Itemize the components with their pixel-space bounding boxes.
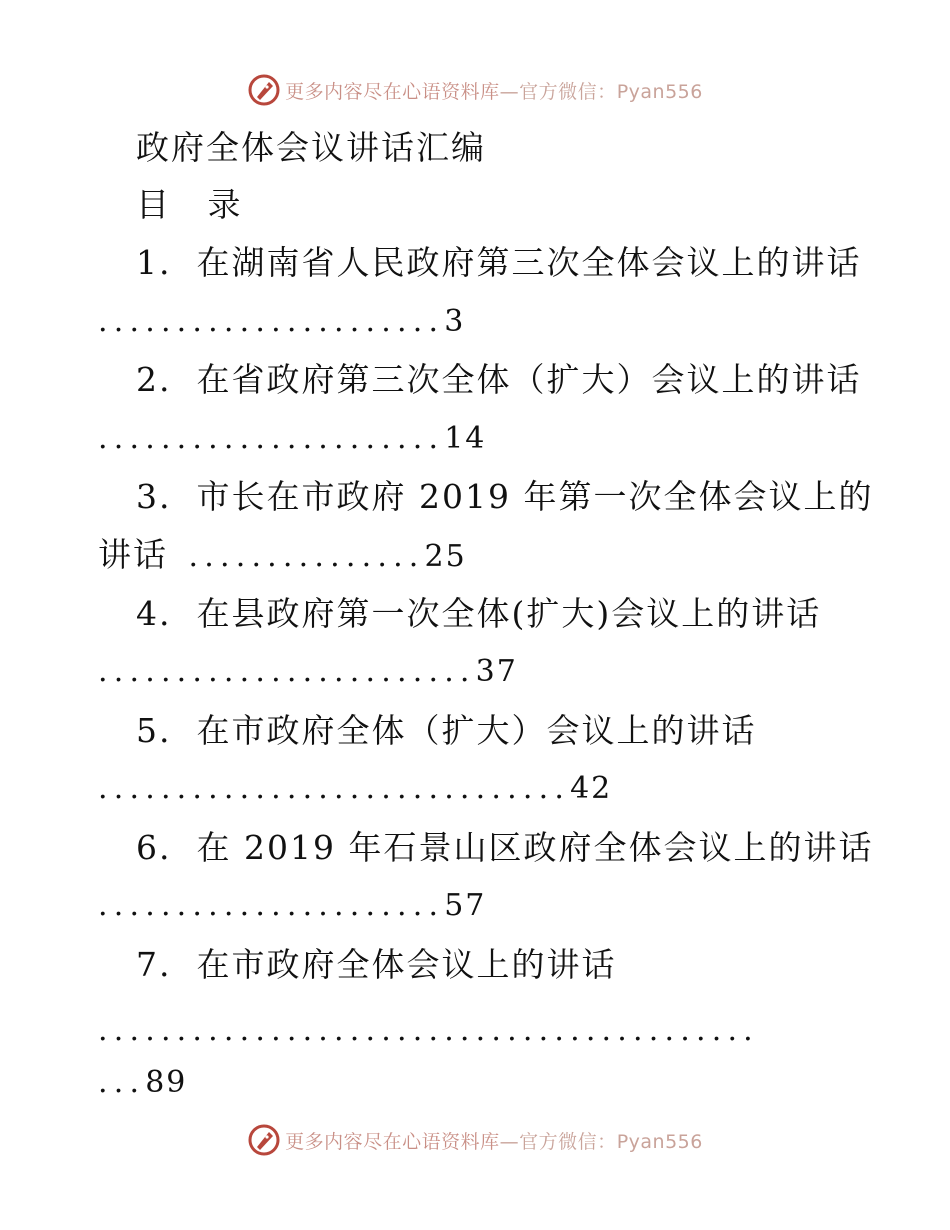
toc-item-7[interactable] bbox=[136, 945, 616, 985]
banner-text: 更多内容尽在心语资料库—官方微信：Pyan556 bbox=[285, 1130, 703, 1153]
toc-item-number: 2. bbox=[136, 360, 172, 399]
toc-dot-leader: .......................................... bbox=[98, 1013, 759, 1048]
toc-item-title: 在 2019 年石景山区政府全体会议上的讲话 bbox=[196, 828, 874, 867]
pen-nib-circle-icon bbox=[247, 1123, 281, 1157]
toc-item-number: 5. bbox=[136, 711, 172, 750]
toc-item-1[interactable] bbox=[136, 243, 861, 283]
header-banner bbox=[0, 70, 950, 110]
toc-dot-leader: ........................ bbox=[98, 654, 476, 689]
toc-page-number: 14 bbox=[444, 421, 487, 456]
toc-item-6-leader bbox=[98, 886, 486, 926]
toc-item-title: 在省政府第三次全体（扩大）会议上的讲话 bbox=[196, 360, 862, 399]
toc-dot-leader: .............................. bbox=[98, 771, 571, 806]
toc-item-1-leader bbox=[98, 302, 465, 342]
pen-nib-circle-icon bbox=[247, 73, 281, 107]
toc-item-title: 市长在市政府 2019 年第一次全体会议上的 bbox=[196, 477, 874, 516]
toc-item-5-leader bbox=[98, 769, 612, 809]
banner-text: 更多内容尽在心语资料库—官方微信：Pyan556 bbox=[285, 80, 703, 103]
toc-dot-leader: ... bbox=[98, 1065, 146, 1100]
toc-page-number: 37 bbox=[475, 654, 518, 689]
toc-dot-leader: ............... bbox=[188, 539, 425, 574]
toc-dot-leader: ...................... bbox=[98, 888, 445, 923]
toc-item-number: 3. bbox=[136, 477, 172, 516]
toc-item-title: 在市政府全体（扩大）会议上的讲话 bbox=[196, 711, 757, 750]
toc-page-number: 25 bbox=[424, 539, 467, 574]
toc-page-number: 3 bbox=[444, 304, 466, 339]
toc-item-number: 4. bbox=[136, 594, 172, 633]
toc-item-5[interactable] bbox=[136, 711, 756, 751]
toc-item-7-leader-cont bbox=[98, 1063, 187, 1103]
toc-item-title: 在湖南省人民政府第三次全体会议上的讲话 bbox=[196, 243, 862, 282]
toc-item-6[interactable] bbox=[136, 828, 873, 868]
toc-page-number: 57 bbox=[444, 888, 487, 923]
toc-item-2-leader bbox=[98, 419, 486, 459]
toc-dot-leader: ...................... bbox=[98, 421, 445, 456]
toc-item-title-continuation: 讲话 bbox=[98, 535, 168, 574]
toc-item-4[interactable] bbox=[136, 594, 821, 634]
toc-item-3[interactable] bbox=[136, 477, 873, 517]
document-title: 政府全体会议讲话汇编 bbox=[136, 128, 486, 167]
footer-banner bbox=[0, 1120, 950, 1160]
toc-item-title: 在县政府第一次全体(扩大)会议上的讲话 bbox=[196, 594, 822, 633]
toc-item-number: 6. bbox=[136, 828, 172, 867]
toc-item-number: 7. bbox=[136, 945, 172, 984]
toc-item-7-leader bbox=[98, 1011, 759, 1051]
toc-item-3-continuation bbox=[98, 535, 467, 577]
toc-page-number: 42 bbox=[570, 771, 613, 806]
toc-item-2[interactable] bbox=[136, 360, 861, 400]
toc-dot-leader: ...................... bbox=[98, 304, 445, 339]
toc-page-number: 89 bbox=[145, 1065, 188, 1100]
toc-item-number: 1. bbox=[136, 243, 172, 282]
toc-item-4-leader bbox=[98, 652, 518, 692]
toc-heading: 目 录 bbox=[136, 185, 255, 224]
toc-item-title: 在市政府全体会议上的讲话 bbox=[196, 945, 617, 984]
